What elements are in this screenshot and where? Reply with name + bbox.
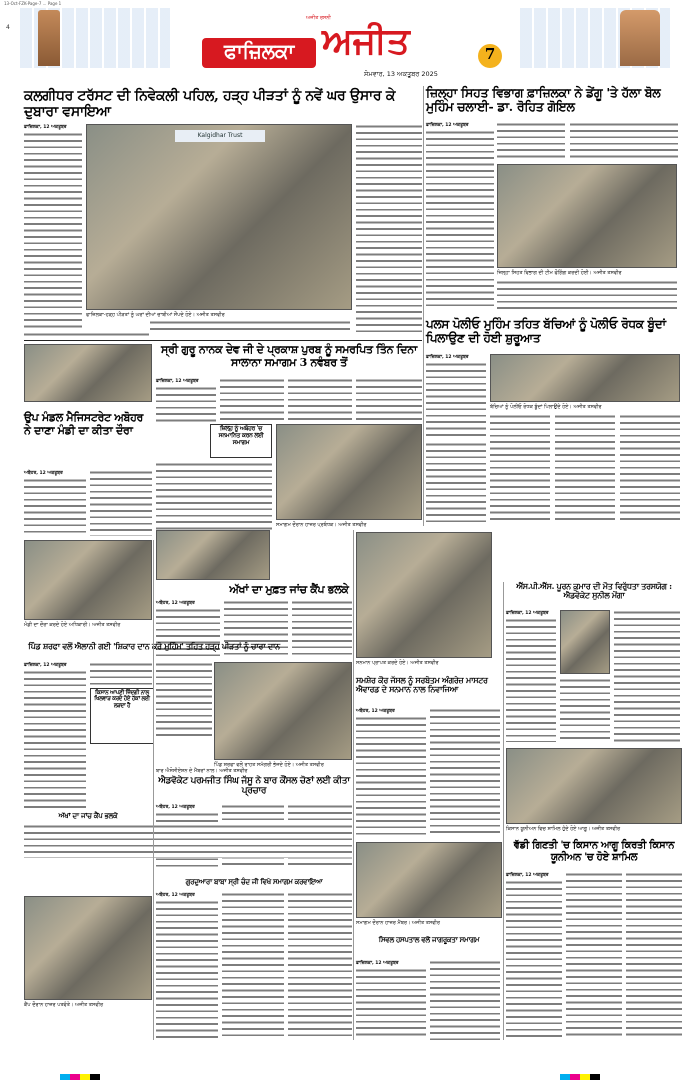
story1-photo bbox=[86, 124, 352, 310]
story6-photo bbox=[156, 530, 270, 580]
masthead-brand: ਅਜੀਤ bbox=[322, 20, 410, 62]
story1-column-4 bbox=[150, 320, 350, 334]
story9-column-1 bbox=[24, 670, 86, 810]
story8-headline: ਐੱਸ.ਪੀ.ਐੱਸ. ਪੂਰਨ ਕੁਮਾਰ ਦੀ ਮੌਤ ਵਿਰੁੱਧਤਾ ਤਰਸਯੋਗ : ਐਡਵੋਕੇਟ ਸੁਨੀਲ ਮੋਂਗਾ bbox=[516, 581, 672, 601]
story4-column-4 bbox=[356, 378, 422, 422]
story9-caption: ਪਿੰਡ ਸ਼ਰਫਾ ਵਲੋਂ ਰਾਹਤ ਸਮੱਗਰੀ ਭੇਜਦੇ ਹੋਏ। ਅਜੀਤ ਤਸਵੀਰ bbox=[214, 762, 324, 768]
story1-column-2 bbox=[24, 332, 149, 338]
story14-photo bbox=[356, 842, 502, 918]
column-rule-2 bbox=[353, 530, 354, 1040]
story11-photo bbox=[506, 748, 682, 824]
column-rule-3 bbox=[503, 582, 504, 1040]
story11-column-3 bbox=[626, 872, 682, 1040]
story12-headline: ਅੱਖਾਂ ਦਾ ਜਾਂਚ ਕੈਂਪ ਭਲਕੇ bbox=[58, 811, 118, 820]
column-rule-1 bbox=[153, 540, 154, 1040]
story3-dateline: ਫ਼ਾਜ਼ਿਲਕਾ, 12 ਅਕਤੂਬਰ bbox=[426, 355, 469, 360]
story14-column-2 bbox=[430, 960, 500, 1040]
story14-dateline: ਫ਼ਾਜ਼ਿਲਕਾ, 12 ਅਕਤੂਬਰ bbox=[356, 961, 399, 966]
story2-photo bbox=[497, 164, 677, 268]
story6-headline: ਅੱਖਾਂ ਦਾ ਮੁਫ਼ਤ ਜਾਂਚ ਕੈਂਪ ਭਲਕੇ bbox=[229, 583, 349, 596]
story12-caption: ਕੈਂਪ ਦੌਰਾਨ ਹਾਜ਼ਰ ਪਤਵੰਤੇ। ਅਜੀਤ ਤਸਵੀਰ bbox=[24, 1002, 104, 1008]
story1-caption: ਫਾਜ਼ਿਲਕਾ-ਹੜ੍ਹ ਪੀੜਤਾਂ ਨੂੰ ਘਰਾਂ ਦੀਆਂ ਚਾਬੀਆਂ ਸੌਂਪਦੇ ਹੋਏ। ਅਜੀਤ ਤਸਵੀਰ bbox=[86, 312, 225, 318]
story10-dateline: ਅਬੋਹਰ, 12 ਅਕਤੂਬਰ bbox=[156, 805, 195, 810]
story11-caption: ਕਿਸਾਨ ਯੂਨੀਅਨ ਵਿਚ ਸ਼ਾਮਿਲ ਹੁੰਦੇ ਹੋਏ ਆਗੂ। ਅਜੀਤ ਤਸਵੀਰ bbox=[506, 826, 621, 832]
story2-caption: ਜ਼ਿਲ੍ਹਾ ਸਿਹਤ ਵਿਭਾਗ ਦੀ ਟੀਮ ਫੌਗਿੰਗ ਕਰਦੀ ਹੋਈ। ਅਜੀਤ ਤਸਵੀਰ bbox=[497, 270, 622, 276]
story4-column-2 bbox=[220, 378, 284, 422]
story4-side-photo bbox=[24, 344, 152, 402]
story12-column-1 bbox=[24, 824, 352, 858]
story4-column-3 bbox=[288, 378, 352, 422]
story13-dateline: ਅਬੋਹਰ, 12 ਅਕਤੂਬਰ bbox=[156, 893, 195, 898]
story9-headline: ਪਿੰਡ ਸ਼ਰਫਾ ਵਲੋਂ ਐਲਾਨੀ ਗਈ 'ਸ਼ਿਕਾਰ ਦਾਨ ਕਰੋ ਮੁਹਿੰਮ' ਤਹਿਤ ਹੜ੍ਹ ਪੀੜਤਾਂ ਨੂੰ ਚਾਰਾ ਦਾਨ bbox=[28, 641, 280, 651]
story6-dateline: ਅਬੋਹਰ, 12 ਅਕਤੂਬਰ bbox=[156, 601, 195, 606]
story2-column-2 bbox=[497, 122, 565, 162]
story9-dateline: ਫ਼ਾਜ਼ਿਲਕਾ, 12 ਅਕਤੂਬਰ bbox=[24, 663, 67, 668]
story3-column-1 bbox=[426, 362, 486, 440]
story3-caption: ਬੱਚਿਆਂ ਨੂੰ ਪੋਲੀਓ ਰੋਧਕ ਬੂੰਦਾਂ ਪਿਲਾਉਂਦੇ ਹੋਏ। ਅਜੀਤ ਤਸਵੀਰ bbox=[490, 404, 602, 410]
story9-column-2 bbox=[90, 662, 152, 686]
story4-caption: ਸਮਾਗਮ ਦੌਰਾਨ ਹਾਜ਼ਰ ਪ੍ਰਬੰਧਕ। ਅਜੀਤ ਤਸਵੀਰ bbox=[276, 522, 367, 528]
story5-headline: ਉਪ ਮੰਡਲ ਮੈਜਿਸਟਰੇਟ ਅਬੋਹਰ ਨੇ ਦਾਣਾ ਮੰਡੀ ਦਾ ਕੀਤਾ ਦੌਰਾ bbox=[24, 411, 144, 437]
story2-dateline: ਫ਼ਾਜ਼ਿਲਕਾ, 12 ਅਕਤੂਬਰ bbox=[426, 123, 469, 128]
story2-column-1 bbox=[426, 130, 494, 310]
story11-headline: ਵੱਡੀ ਗਿਣਤੀ 'ਚ ਕਿਸਾਨ ਆਗੂ ਕਿਰਤੀ ਕਿਸਾਨ ਯੂਨੀਅਨ 'ਚ ਹੋਏ ਸ਼ਾਮਿਲ bbox=[513, 840, 675, 863]
story1-photo-banner: Kalgidhar Trust bbox=[175, 130, 265, 142]
story12-photo bbox=[24, 896, 152, 1000]
story3-column-5 bbox=[426, 442, 486, 524]
story5-caption: ਮੰਡੀ ਦਾ ਦੌਰਾ ਕਰਦੇ ਹੋਏ ਅਧਿਕਾਰੀ। ਅਜੀਤ ਤਸਵੀਰ bbox=[24, 622, 121, 628]
story13-headline: ਗੁਰਦੁਆਰਾ ਬਾਬਾ ਸ੍ਰੀ ਚੰਦ ਜੀ ਵਿਖੇ ਸਮਾਗਮ ਕਰਵਾਇਆ bbox=[185, 877, 323, 886]
story4-column-5 bbox=[156, 462, 272, 530]
story11-column-2 bbox=[566, 872, 622, 1040]
story2-column-3 bbox=[570, 122, 678, 162]
print-slug: 13-Oct-FZK-Page-7 ... Page 1 bbox=[4, 1, 62, 6]
story14-column-1 bbox=[356, 968, 426, 1040]
story3-photo bbox=[490, 354, 680, 402]
story1-column-3 bbox=[356, 124, 422, 334]
story4-headline: ਸ੍ਰੀ ਗੁਰੂ ਨਾਨਕ ਦੇਵ ਜੀ ਦੇ ਪ੍ਰਕਾਸ਼ ਪੁਰਬ ਨੂੰ ਸਮਰਪਿਤ ਤਿੰਨ ਦਿਨਾ ਸਾਲਾਨਾ ਸਮਾਗਮ 3 ਨਵੰਬਰ ਤੋਂ bbox=[161, 343, 417, 369]
story9-column-3 bbox=[156, 662, 212, 736]
story13-column-2 bbox=[222, 892, 284, 1040]
story5-photo bbox=[24, 540, 152, 620]
story8-dateline: ਫ਼ਾਜ਼ਿਲਕਾ, 12 ਅਕਤੂਬਰ bbox=[506, 611, 549, 616]
registration-strip-right bbox=[560, 1074, 600, 1080]
story5-column-1 bbox=[24, 478, 86, 536]
story2-column-4 bbox=[497, 280, 677, 310]
story10-caption: ਬਾਰ ਐਸੋਸੀਏਸ਼ਨ ਦੇ ਮੈਂਬਰਾਂ ਨਾਲ। ਅਜੀਤ ਤਸਵੀਰ bbox=[156, 768, 248, 774]
story8-column-1 bbox=[506, 618, 556, 742]
masthead-building-icon bbox=[620, 10, 660, 66]
story3-column-4 bbox=[620, 414, 680, 524]
story7-dateline: ਅਬੋਹਰ, 12 ਅਕਤੂਬਰ bbox=[356, 709, 395, 714]
story1-column-1 bbox=[24, 132, 82, 332]
story6-column-3 bbox=[292, 600, 352, 656]
story3-column-3 bbox=[555, 414, 615, 524]
page-margin-marker: 4 bbox=[6, 24, 10, 31]
masthead-tagline: ਅਜੀਤ ਰਸਨੀ bbox=[306, 15, 331, 21]
story8-column-3 bbox=[614, 610, 680, 742]
story14-caption: ਸਮਾਗਮ ਦੌਰਾਨ ਹਾਜ਼ਰ ਮੈਂਬਰ। ਅਜੀਤ ਤਸਵੀਰ bbox=[356, 920, 441, 926]
story13-column-1 bbox=[156, 900, 218, 1040]
story4-photo bbox=[276, 424, 422, 520]
story2-headline: ਜ਼ਿਲ੍ਹਾ ਸਿਹਤ ਵਿਭਾਗ ਫ਼ਾਜ਼ਿਲਕਾ ਨੇ ਡੇਂਗੂ 'ਤੇ ਹੱਲਾ ਬੋਲ ਮੁਹਿੰਮ ਚਲਾਈ- ਡਾ. ਰੋਹਿਤ ਗੋਇਲ bbox=[426, 85, 661, 115]
story1-headline: ਕਲਗੀਧਰ ਟਰੱਸਟ ਦੀ ਨਿਵੇਕਲੀ ਪਹਿਲ, ਹੜ੍ਹ ਪੀੜਤਾਂ ਨੂੰ ਨਵੇਂ ਘਰ ਉਸਾਰ ਕੇ ਦੁਬਾਰਾ ਵਸਾਇਆ bbox=[24, 88, 396, 121]
story11-column-1 bbox=[506, 880, 562, 1040]
story7-photo bbox=[356, 532, 492, 658]
story4-dateline: ਫ਼ਾਜ਼ਿਲਕਾ, 12 ਅਕਤੂਬਰ bbox=[156, 379, 199, 384]
registration-strip bbox=[60, 1074, 100, 1080]
story7-column-1 bbox=[356, 716, 426, 836]
story3-column-2 bbox=[490, 414, 550, 524]
story3-headline: ਪਲਸ ਪੋਲੀਓ ਮੁਹਿੰਮ ਤਹਿਤ ਬੱਚਿਆਂ ਨੂੰ ਪੋਲੀਓ ਰੋਧਕ ਬੂੰਦਾਂ ਪਿਲਾਉਣ ਦੀ ਹੋਈ ਸ਼ੁਰੂਆਤ bbox=[426, 317, 666, 345]
story11-dateline: ਫ਼ਾਜ਼ਿਲਕਾ, 12 ਅਕਤੂਬਰ bbox=[506, 873, 549, 878]
story8-column-2 bbox=[560, 678, 610, 742]
divider-row1 bbox=[24, 340, 422, 341]
masthead-date: ਸੋਮਵਾਰ, 13 ਅਕਤੂਬਰ 2025 bbox=[364, 70, 438, 78]
story13-column-3 bbox=[288, 892, 352, 1040]
story5-column-2 bbox=[90, 470, 152, 536]
story7-caption: ਸਨਮਾਨ ਪ੍ਰਾਪਤ ਕਰਦੇ ਹੋਏ। ਅਜੀਤ ਤਸਵੀਰ bbox=[356, 660, 439, 666]
story1-dateline: ਫ਼ਾਜ਼ਿਲਕਾ, 12 ਅਕਤੂਬਰ bbox=[24, 125, 67, 130]
page-number: 7 bbox=[484, 45, 496, 63]
story7-column-2 bbox=[430, 708, 500, 836]
story14-headline: ਸਿਵਲ ਹਸਪਤਾਲ ਵਲੋਂ ਜਾਗਰੂਕਤਾ ਸਮਾਗਮ bbox=[378, 935, 480, 944]
story12-quote: ਕਿਸਾਨ ਆਪਣੀ ਜ਼ਿੰਦਗੀ ਨਾਲ ਖਿਲਵਾੜ ਕਰਦੇ ਹੋਏ ਹੱਕਾਂ ਲਈ ਲੜਦਾ ਹੈ bbox=[94, 690, 150, 709]
masthead-clock-tower-icon bbox=[38, 10, 60, 66]
story5-dateline: ਅਬੋਹਰ, 12 ਅਕਤੂਬਰ bbox=[24, 471, 63, 476]
story8-portrait bbox=[560, 610, 610, 674]
story9-photo bbox=[214, 662, 352, 760]
story10-headline: ਐਡਵੋਕੇਟ ਪਰਮਜੀਤ ਸਿੰਘ ਜੱਸੂ ਨੇ ਬਾਰ ਕੌਂਸਲ ਚੋਣਾਂ ਲਈ ਕੀਤਾ ਪ੍ਰਚਾਰ bbox=[158, 776, 350, 797]
story7-headline: ਸਮਸ਼ੇਰ ਕੌਰ ਜੱਸਲ ਨੂੰ ਸਰਬੋਤਮ ਅੰਗਰੇਜ਼ ਮਾਸਟਰ ਐਵਾਰਡ ਦੇ ਸਨਮਾਨ ਨਾਲ ਨਿਵਾਜਿਆ bbox=[356, 675, 488, 695]
masthead-city: ਫਾਜ਼ਿਲਕਾ bbox=[224, 39, 294, 63]
column-rule-4 bbox=[423, 86, 424, 526]
story4-column-1 bbox=[156, 386, 216, 422]
story4-boxed-note-text: ਜ਼ਿਲ੍ਹ ਨੂੰ ਅਬੋਹਰ 'ਚ ਸਨਮਾਨਿਤ ਕਰਨ ਲਈ ਸਮਾਗਮ bbox=[218, 425, 264, 446]
